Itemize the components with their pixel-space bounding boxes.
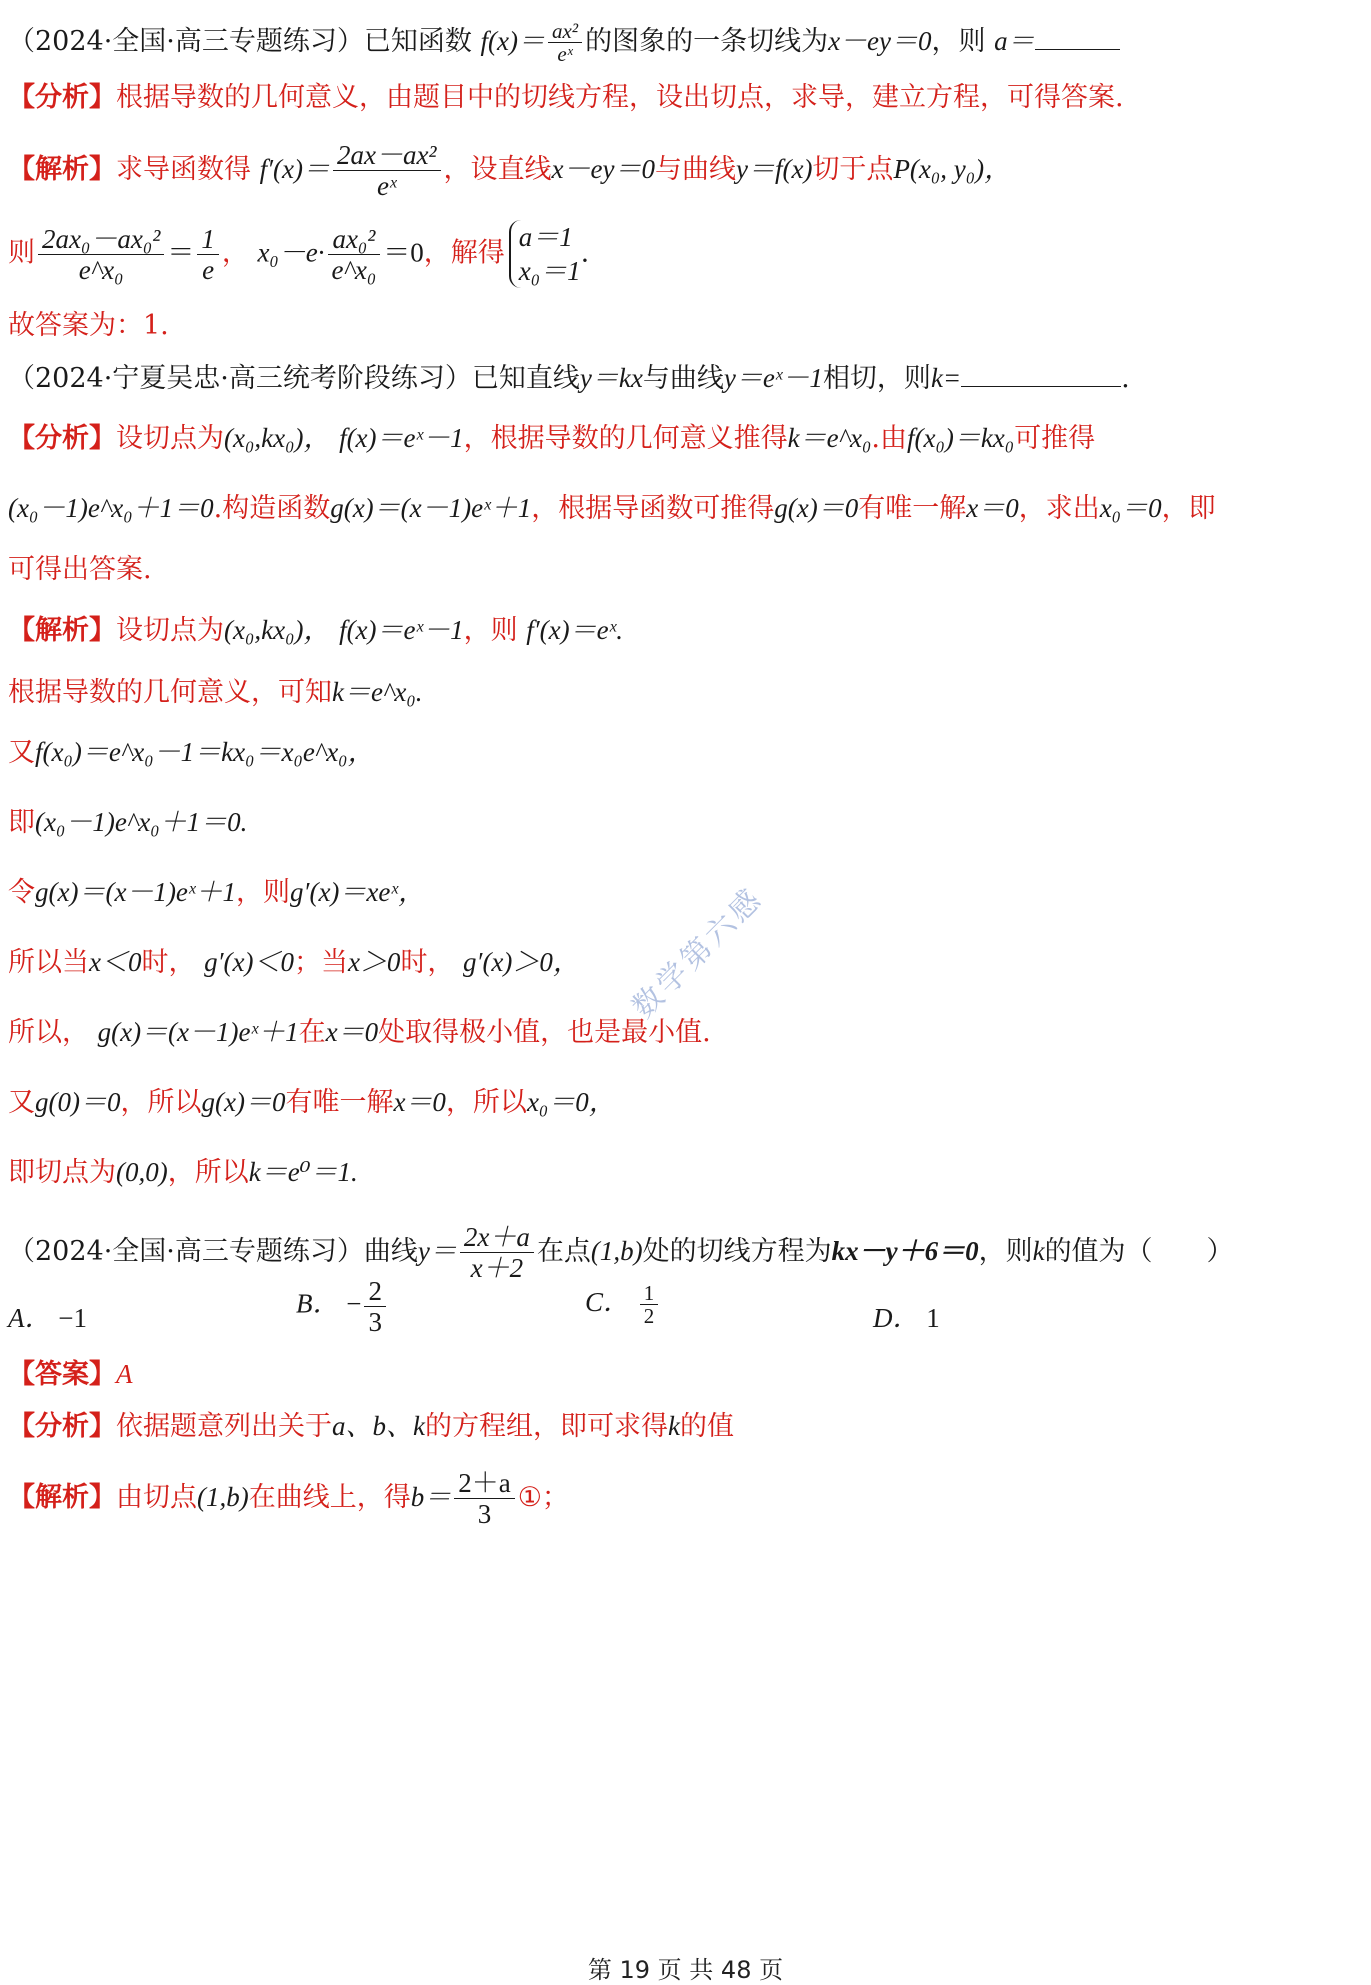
q1-answer: 故答案为：1. xyxy=(8,310,169,341)
q2-solution-line7: 所以， g(x)＝(x－1)eˣ＋1在x＝0处取得极小值，也是最小值. xyxy=(8,1017,711,1048)
option-a[interactable]: A． −1 xyxy=(8,1303,87,1333)
q2-analysis-line1: 【分析】设切点为(x₀,kx₀)， f(x)＝eˣ－1，根据导数的几何意义推得k＝e^x₀.由f(x₀)＝kx₀可推得 xyxy=(8,423,1096,454)
q3-source: （2024·全国·高三专题练习） xyxy=(8,1236,364,1267)
q3-solution: 【解析】由切点(1,b)在曲线上，得b＝ $\frac{2+a}{3}$ ①； xyxy=(8,1468,569,1529)
q2-solution-line4: 即(x₀－1)e^x₀＋1＝0. xyxy=(8,807,248,838)
option-c[interactable]: C． $\frac{1}{2}$ xyxy=(585,1280,661,1327)
q2-solution-line9: 即切点为(0,0)，所以k＝e⁰＝1. xyxy=(8,1157,358,1188)
q2-solution-line1: 【解析】设切点为(x₀,kx₀)， f(x)＝eˣ－1，则 f′(x)＝eˣ. xyxy=(8,615,623,646)
q1-stem: （2024·全国·高三专题练习）已知函数 f(x)＝ $\frac{\text{ax²}}{\text{eˣ}}$ 的图象的一条切线为x－ey＝0，则 a＝ xyxy=(8,20,1361,65)
q2-solution-line2: 根据导数的几何意义，可知k＝e^x₀. xyxy=(8,677,423,708)
q1-solution-line1: 【解析】求导函数得 f′(x)＝ $\frac{\text{2ax－ax²}}{\text{eˣ}}$ ，设直线x－ey＝0与曲线y＝f(x)切于点P(x₀, y₀)， xyxy=(8,140,1012,201)
answer-blank xyxy=(961,362,1121,387)
q3-stem: （2024·全国·高三专题练习）曲线y＝ $\frac{2x+a}{x+2}$ 在点(1,b)处的切线方程为kx－y＋6＝0，则k的值为（ ） xyxy=(8,1222,1234,1283)
q3-analysis: 【分析】依据题意列出关于a、b、k的方程组，即可求得k的值 xyxy=(8,1411,734,1442)
q1-eq1-fraction: $\frac{\text{2ax₀－ax₀²}}{\text{e\textasciicircum{}x₀}}$ xyxy=(38,224,164,285)
q1-fx-fraction: $\frac{\text{ax²}}{\text{eˣ}}$ xyxy=(548,20,582,65)
q2-source: （2024·宁夏吴忠·高三统考阶段练习） xyxy=(8,363,472,394)
q1-source: （2024·全国·高三专题练习） xyxy=(8,26,364,57)
q1-solution-line2: 则 $\frac{\text{2ax₀－ax₀²}}{\text{e\textasciicircum{}x₀}}$ ＝ $\frac{1}{e}$ ， x₀－e· $\frac{\text{ax₀²}}{\text{e\textasciicircum{}x₀}}$ ＝0，解得 a＝1 x₀＝1 . xyxy=(8,222,590,286)
q1-solution-system: a＝1 x₀＝1 xyxy=(509,220,581,288)
q2-solution-line5: 令g(x)＝(x－1)eˣ＋1，则g′(x)＝xeˣ， xyxy=(8,877,426,908)
q2-solution-line6: 所以当x＜0时， g′(x)＜0；当x＞0时， g′(x)＞0， xyxy=(8,947,580,978)
q2-stem: （2024·宁夏吴忠·高三统考阶段练习）已知直线y＝kx与曲线y＝eˣ－1相切，则k= . xyxy=(8,363,1130,394)
option-b[interactable]: B． − $\frac{2}{3}$ xyxy=(296,1276,389,1337)
q2-analysis-line3: 可得出答案. xyxy=(8,554,152,585)
q1-eq2-fraction: $\frac{\text{ax₀²}}{\text{e\textasciicircum{}x₀}}$ xyxy=(328,224,381,285)
q3-curve-fraction: $\frac{2x+a}{x+2}$ xyxy=(460,1222,534,1283)
watermark: 数学第六感 xyxy=(625,880,771,1026)
q3-b-fraction: $\frac{2+a}{3}$ xyxy=(454,1468,514,1529)
option-d[interactable]: D． 1 xyxy=(873,1303,940,1333)
q1-derivative-fraction: $\frac{\text{2ax－ax²}}{\text{eˣ}}$ xyxy=(333,140,441,201)
answer-blank xyxy=(1035,25,1120,50)
q1-analysis: 【分析】根据导数的几何意义，由题目中的切线方程，设出切点，求导，建立方程，可得答案. xyxy=(8,82,1124,113)
q3-answer: 【答案】A xyxy=(8,1359,133,1390)
q2-solution-line3: 又f(x₀)＝e^x₀－1＝kx₀＝x₀e^x₀， xyxy=(8,737,375,768)
q2-analysis-line2: (x₀－1)e^x₀＋1＝0.构造函数g(x)＝(x－1)eˣ＋1，根据导函数可推得g(x)＝0有唯一解x＝0，求出x₀＝0，即 xyxy=(8,493,1216,524)
q2-solution-line8: 又g(0)＝0，所以g(x)＝0有唯一解x＝0，所以x₀＝0， xyxy=(8,1087,616,1118)
page-footer: 第 19 页 共 48 页 xyxy=(587,1956,784,1984)
